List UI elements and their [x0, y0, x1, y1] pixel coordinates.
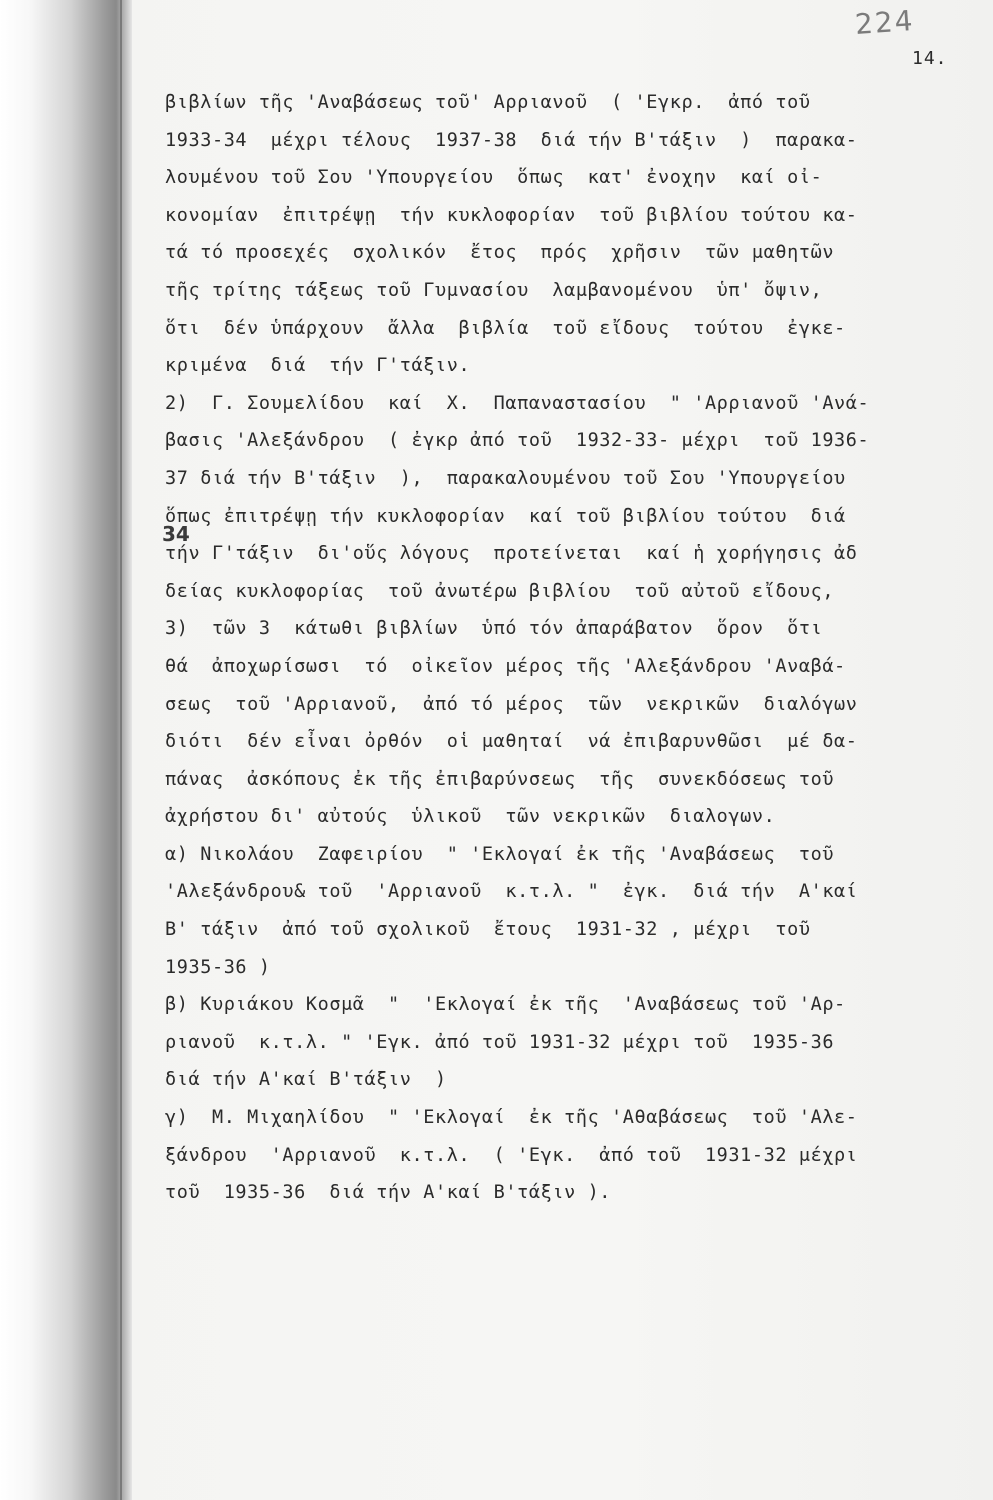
text-line: τῆς τρίτης τάξεως τοῦ Γυμνασίου λαμβανομένου ὑπ' ὄψιν, — [165, 279, 823, 301]
folio-number: 224 — [853, 3, 916, 42]
text-line: ὅπως ἐπιτρέψῃ τήν κυκλοφορίαν καί τοῦ βιβλίου τούτου διά — [165, 505, 846, 527]
text-line: β) Κυριάκου Κοσμᾶ " 'Εκλογαί ἐκ τῆς 'Αναβάσεως τοῦ 'Αρ- — [165, 994, 846, 1016]
text-line: γ) Μ. Μιχαηλίδου " 'Εκλογαί ἐκ τῆς 'Αθαβάσεως τοῦ 'Αλε- — [165, 1107, 858, 1129]
text-line: δείας κυκλοφορίας τοῦ ἀνωτέρω βιβλίου τοῦ αὐτοῦ εἴδους, — [165, 580, 835, 602]
text-line: 'Αλεξάνδρου& τοῦ 'Αρριανοῦ κ.τ.λ. " ἐγκ. διά τήν Α'καί — [165, 881, 858, 903]
text-line: 37 διά τήν Β'τάξιν ), παρακαλουμένου τοῦ Σου 'Υπουργείου — [165, 467, 846, 489]
text-line: ὅτι δέν ὑπάρχουν ἄλλα βιβλία τοῦ εἴδους τούτου ἐγκε- — [165, 317, 846, 339]
text-line: 3) τῶν 3 κάτωθι βιβλίων ὑπό τόν ἀπαράβατον ὅρον ὅτι — [165, 618, 823, 640]
text-line: 1935-36 ) — [165, 956, 271, 978]
text-line: βιβλίων τῆς 'Αναβάσεως τοῦ' Αρριανοῦ ( 'Εγκρ. ἀπό τοῦ — [165, 92, 811, 113]
text-line: λουμένου τοῦ Σου 'Υπουργείου ὅπως κατ' ἐνοχην καί οἰ- — [165, 167, 823, 189]
text-line: κριμένα διά τήν Γ'τάξιν. — [165, 355, 471, 377]
typewritten-text — [165, 84, 965, 1212]
text-line: βασις 'Αλεξάνδρου ( ἐγκρ ἀπό τοῦ 1932-33- μέχρι τοῦ 1936- — [165, 430, 870, 452]
text-line: 1933-34 μέχρι τέλους 1937-38 διά τήν Β'τάξιν ) παρακα- — [165, 129, 858, 151]
binding-edge — [120, 0, 122, 1500]
text-line: διά τήν Α'καί Β'τάξιν ) — [165, 1069, 447, 1091]
text-line: ξάνδρου 'Αρριανοῦ κ.τ.λ. ( 'Εγκ. ἀπό τοῦ 1931-32 μέχρι — [165, 1144, 858, 1166]
text-line: α) Νικολάου Ζαφειρίου " 'Εκλογαί ἐκ τῆς 'Αναβάσεως τοῦ — [165, 843, 835, 865]
text-line: 2) Γ. Σουμελίδου καί Χ. Παπαναστασίου " 'Αρριανοῦ 'Ανά- — [165, 392, 870, 414]
text-line: θά ἀποχωρίσωσι τό οἰκεῖον μέρος τῆς 'Αλεξάνδρου 'Αναβά- — [165, 655, 846, 677]
handwritten-margin-mark: 34 — [162, 522, 190, 546]
text-line: πάνας ἀσκόπους ἐκ τῆς ἐπιβαρύνσεως τῆς συνεκδόσεως τοῦ — [165, 768, 835, 790]
text-line: ἀχρήστου δι' αὐτούς ὑλικοῦ τῶν νεκρικῶν διαλογων. — [165, 806, 776, 828]
text-line: τά τό προσεχές σχολικόν ἔτος πρός χρῆσιν τῶν μαθητῶν — [165, 242, 835, 264]
page-number: 14. — [912, 48, 948, 69]
text-line: σεως τοῦ 'Αρριανοῦ, ἀπό τό μέρος τῶν νεκρικῶν διαλόγων — [165, 693, 858, 715]
text-line: κονομίαν ἐπιτρέψῃ τήν κυκλοφορίαν τοῦ βιβλίου τούτου κα- — [165, 204, 858, 226]
text-line: Β' τάξιν ἀπό τοῦ σχολικοῦ ἔτους 1931-32 , μέχρι τοῦ — [165, 919, 811, 941]
text-line: τοῦ 1935-36 διά τήν Α'καί Β'τάξιν ). — [165, 1182, 612, 1204]
binding-shadow — [0, 0, 132, 1500]
text-line: τήν Γ'τάξιν δι'οὕς λόγους προτείνεται καί ἡ χορήγησις ἀδ — [165, 543, 858, 565]
text-line: ριανοῦ κ.τ.λ. " 'Εγκ. ἀπό τοῦ 1931-32 μέχρι τοῦ 1935-36 — [165, 1031, 835, 1053]
text-line: διότι δέν εἶναι ὀρθόν οἱ μαθηταί νά ἐπιβαρυνθῶσι μέ δα- — [165, 731, 858, 753]
